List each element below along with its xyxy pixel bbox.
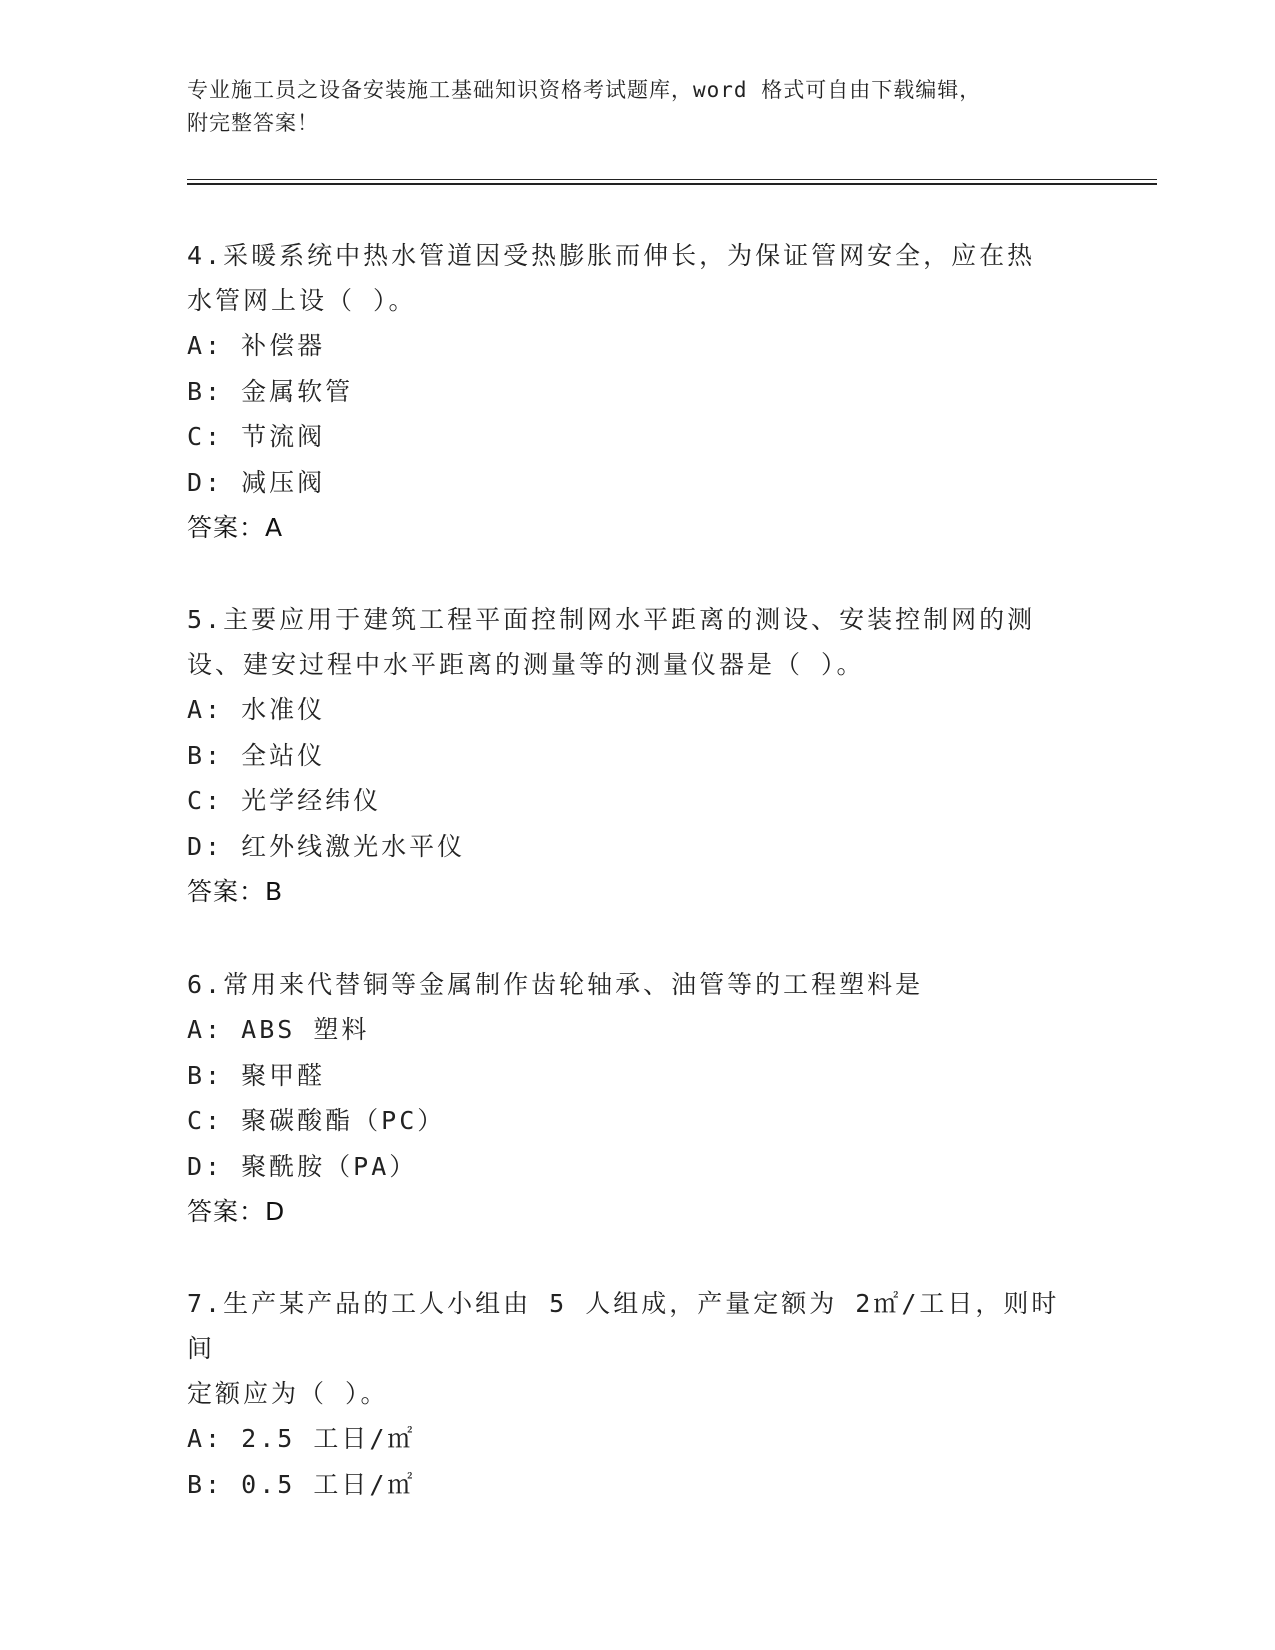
answer-line: 答案：B	[187, 877, 284, 906]
option-b: B: 0.5 工日/㎡	[187, 1469, 416, 1499]
header-line-1: 专业施工员之设备安装施工基础知识资格考试题库，word 格式可自由下载编辑，	[187, 78, 982, 102]
answer-line: 答案：D	[187, 1197, 286, 1226]
option-d: D: 减压阀	[187, 467, 326, 497]
header-divider-top	[187, 179, 1157, 180]
option-a: A: ABS 塑料	[187, 1015, 370, 1044]
option-c: C: 聚碳酸酯（PC）	[187, 1106, 446, 1135]
option-b: B: 全站仪	[187, 740, 326, 770]
question-stem-line-2: 定额应为（ ）。	[187, 1379, 389, 1408]
option-a: A: 水准仪	[187, 695, 326, 724]
question-stem-line-1: 7.生产某产品的工人小组由 5 人组成，产量定额为 2㎡/工日，则时间	[187, 1289, 1060, 1363]
question-stem-line-2: 水管网上设（ ）。	[187, 286, 417, 315]
option-a: A: 2.5 工日/㎡	[187, 1424, 416, 1453]
option-c: C: 节流阀	[187, 422, 326, 451]
option-b: B: 聚甲醛	[187, 1060, 326, 1090]
document-header	[187, 74, 1067, 140]
option-c: C: 光学经纬仪	[187, 786, 382, 815]
header-divider-bottom	[187, 183, 1157, 185]
question-stem-line-2: 设、建安过程中水平距离的测量等的测量仪器是（ ）。	[187, 650, 865, 679]
option-d: D: 红外线激光水平仪	[187, 831, 466, 861]
question-stem-line-1: 4.采暖系统中热水管道因受热膨胀而伸长，为保证管网安全，应在热	[187, 241, 1036, 270]
question-5	[187, 597, 1067, 914]
question-4	[187, 233, 1067, 550]
question-stem-line-1: 6.常用来代替铜等金属制作齿轮轴承、油管等的工程塑料是	[187, 970, 924, 999]
option-d: D: 聚酰胺（PA）	[187, 1151, 418, 1181]
question-7	[187, 1281, 1067, 1507]
answer-line: 答案：A	[187, 513, 284, 542]
option-b: B: 金属软管	[187, 376, 354, 406]
question-6	[187, 962, 1067, 1234]
question-stem-line-1: 5.主要应用于建筑工程平面控制网水平距离的测设、安装控制网的测	[187, 605, 1036, 634]
option-a: A: 补偿器	[187, 331, 326, 360]
header-line-2: 附完整答案！	[187, 111, 319, 135]
